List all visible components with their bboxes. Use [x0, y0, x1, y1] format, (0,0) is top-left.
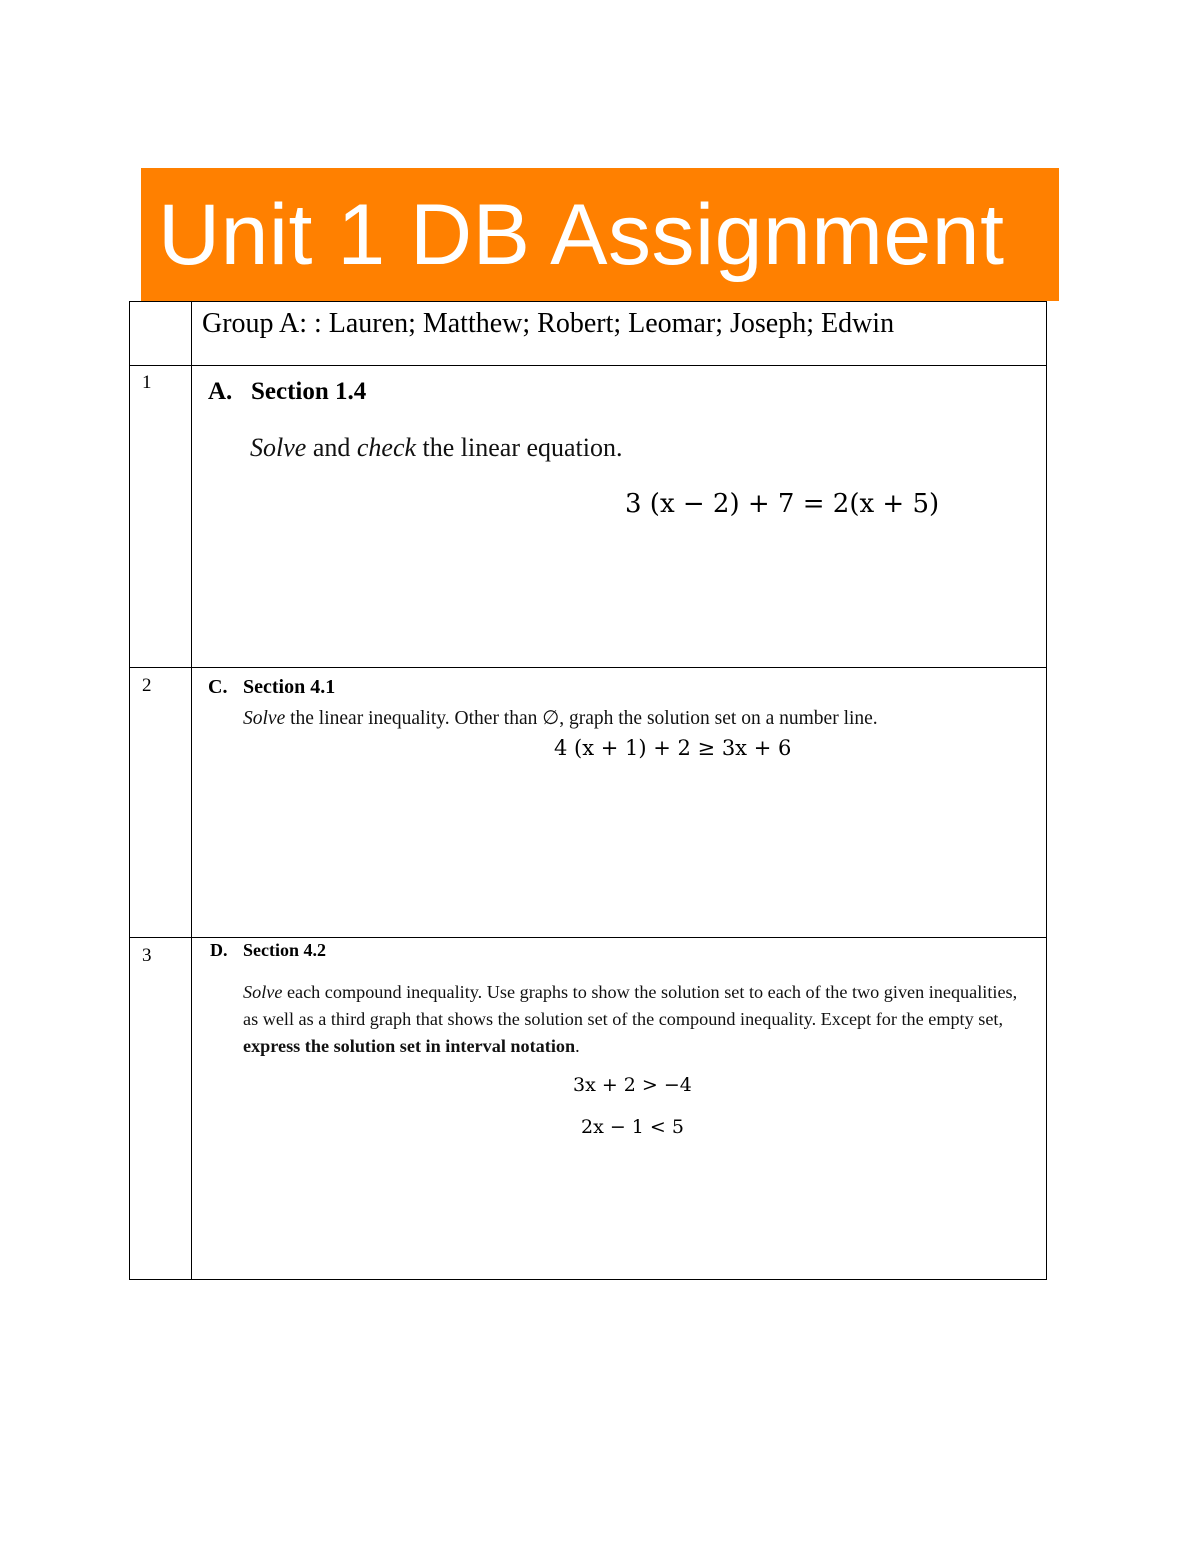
instruction-verb-2: check	[356, 433, 417, 462]
page-title: Unit 1 DB Assignment	[158, 187, 1005, 283]
row-divider	[130, 667, 1046, 668]
instruction-rest: each compound inequality. Use graphs to show the solution set to each of the two given inequalities, as well as a third graph that shows the solution set of the compound inequality. Except for the empty set,	[243, 982, 1018, 1029]
section-heading	[208, 676, 335, 699]
instruction-end: .	[575, 1036, 580, 1056]
row-divider	[130, 937, 1046, 938]
section-title: Section 1.4	[251, 378, 367, 405]
section-letter: D.	[210, 940, 228, 960]
instruction-rest: the linear inequality. Other than ∅, graph the solution set on a number line.	[285, 708, 878, 729]
instruction-rest: the linear equation.	[416, 433, 623, 462]
inequality-1: 3x + 2 > −4	[573, 1074, 692, 1096]
row-number: 1	[142, 372, 152, 393]
instruction-text	[250, 433, 623, 463]
inequality-2: 2x − 1 < 5	[581, 1116, 684, 1138]
inequality: 4 (x + 1) + 2 ≥ 3x + 6	[554, 736, 792, 760]
instruction-paragraph	[243, 979, 1033, 1060]
column-divider	[191, 302, 192, 1279]
instruction-verb: Solve	[250, 433, 307, 462]
section-letter: A.	[208, 378, 233, 405]
instruction-text	[243, 706, 878, 730]
instruction-verb: Solve	[243, 708, 286, 729]
row-number: 2	[142, 675, 152, 696]
equation: 3 (x − 2) + 7 = 2(x + 5)	[625, 489, 940, 519]
row-divider	[130, 365, 1046, 366]
row-number: 3	[142, 945, 152, 966]
instruction-emphasis: express the solution set in interval notation	[243, 1036, 576, 1056]
section-heading	[208, 378, 366, 406]
title-banner	[141, 168, 1059, 301]
instruction-verb: Solve	[243, 982, 283, 1002]
section-title: Section 4.2	[243, 940, 326, 960]
assignment-table	[129, 301, 1047, 1280]
section-letter: C.	[208, 676, 228, 698]
section-heading	[210, 940, 326, 961]
group-members: Group A: : Lauren; Matthew; Robert; Leomar; Joseph; Edwin	[202, 308, 895, 339]
section-title: Section 4.1	[243, 676, 336, 698]
instruction-connector: and	[306, 433, 357, 462]
